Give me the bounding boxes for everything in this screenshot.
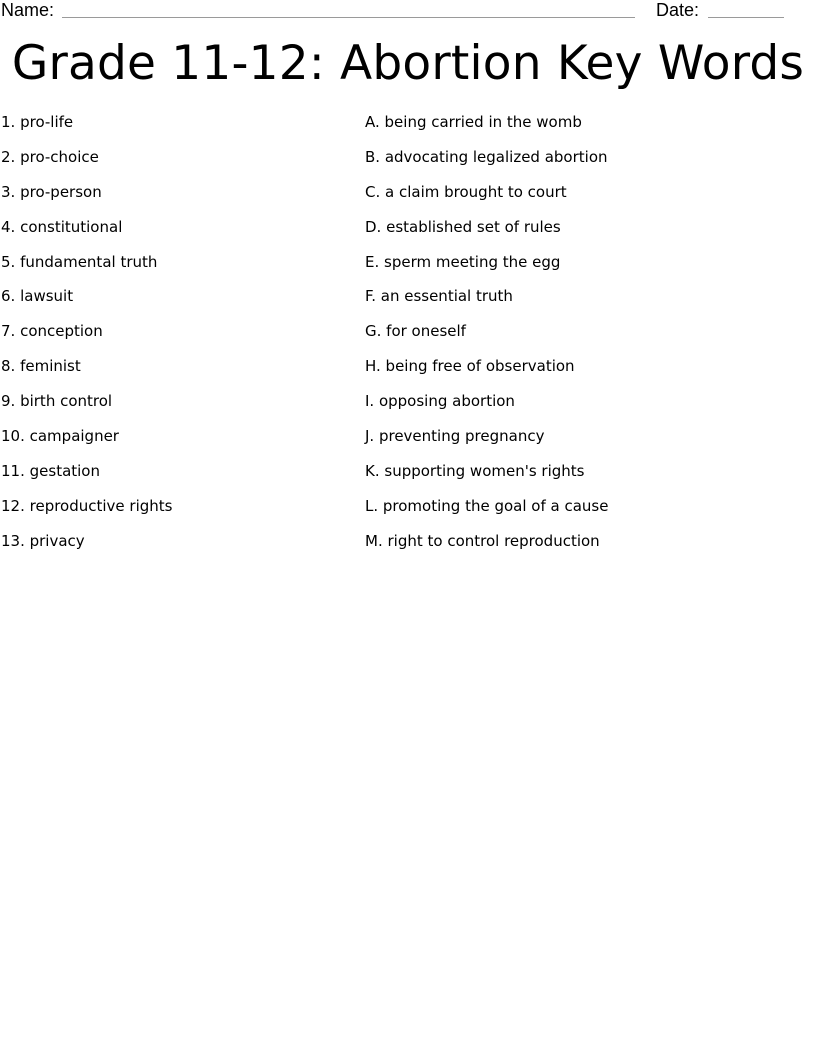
- term-item: 8. feminist: [1, 357, 81, 376]
- term-item: 9. birth control: [1, 392, 113, 411]
- term-item: 11. gestation: [1, 461, 100, 480]
- definition-item: M. right to control reproduction: [365, 531, 600, 550]
- term-item: 1. pro-life: [1, 113, 74, 131]
- definition-item: D. established set of rules: [365, 217, 561, 236]
- definition-item: I. opposing abortion: [365, 392, 515, 411]
- term-item: 4. constitutional: [1, 217, 123, 236]
- term-item: 2. pro-choice: [1, 147, 99, 166]
- name-label: Name:: [1, 0, 55, 20]
- definition-item: L. promoting the goal of a cause: [365, 496, 609, 515]
- definition-item: H. being free of observation: [365, 357, 575, 376]
- term-item: 5. fundamental truth: [1, 252, 158, 271]
- definition-item: G. for oneself: [365, 322, 466, 341]
- definition-item: A. being carried in the womb: [365, 113, 582, 131]
- definition-item: J. preventing pregnancy: [365, 427, 545, 446]
- term-item: 6. lawsuit: [1, 287, 74, 306]
- worksheet-title: Grade 11-12: Abortion Key Words: [11, 36, 805, 91]
- term-item: 13. privacy: [1, 531, 85, 550]
- term-item: 3. pro-person: [1, 182, 102, 201]
- term-item: 12. reproductive rights: [1, 496, 173, 515]
- term-item: 7. conception: [1, 322, 103, 341]
- definition-item: C. a claim brought to court: [365, 182, 567, 201]
- worksheet-header: [0, 0, 816, 22]
- definition-item: K. supporting women's rights: [365, 461, 585, 480]
- definition-item: F. an essential truth: [365, 287, 513, 306]
- definition-item: E. sperm meeting the egg: [365, 252, 561, 271]
- definitions-column: [365, 112, 805, 566]
- term-item: 10. campaigner: [1, 427, 119, 446]
- terms-column: [1, 112, 351, 566]
- name-blank-line: [62, 17, 635, 18]
- date-blank-line: [708, 17, 784, 18]
- date-label: Date:: [656, 0, 700, 20]
- definition-item: B. advocating legalized abortion: [365, 147, 608, 166]
